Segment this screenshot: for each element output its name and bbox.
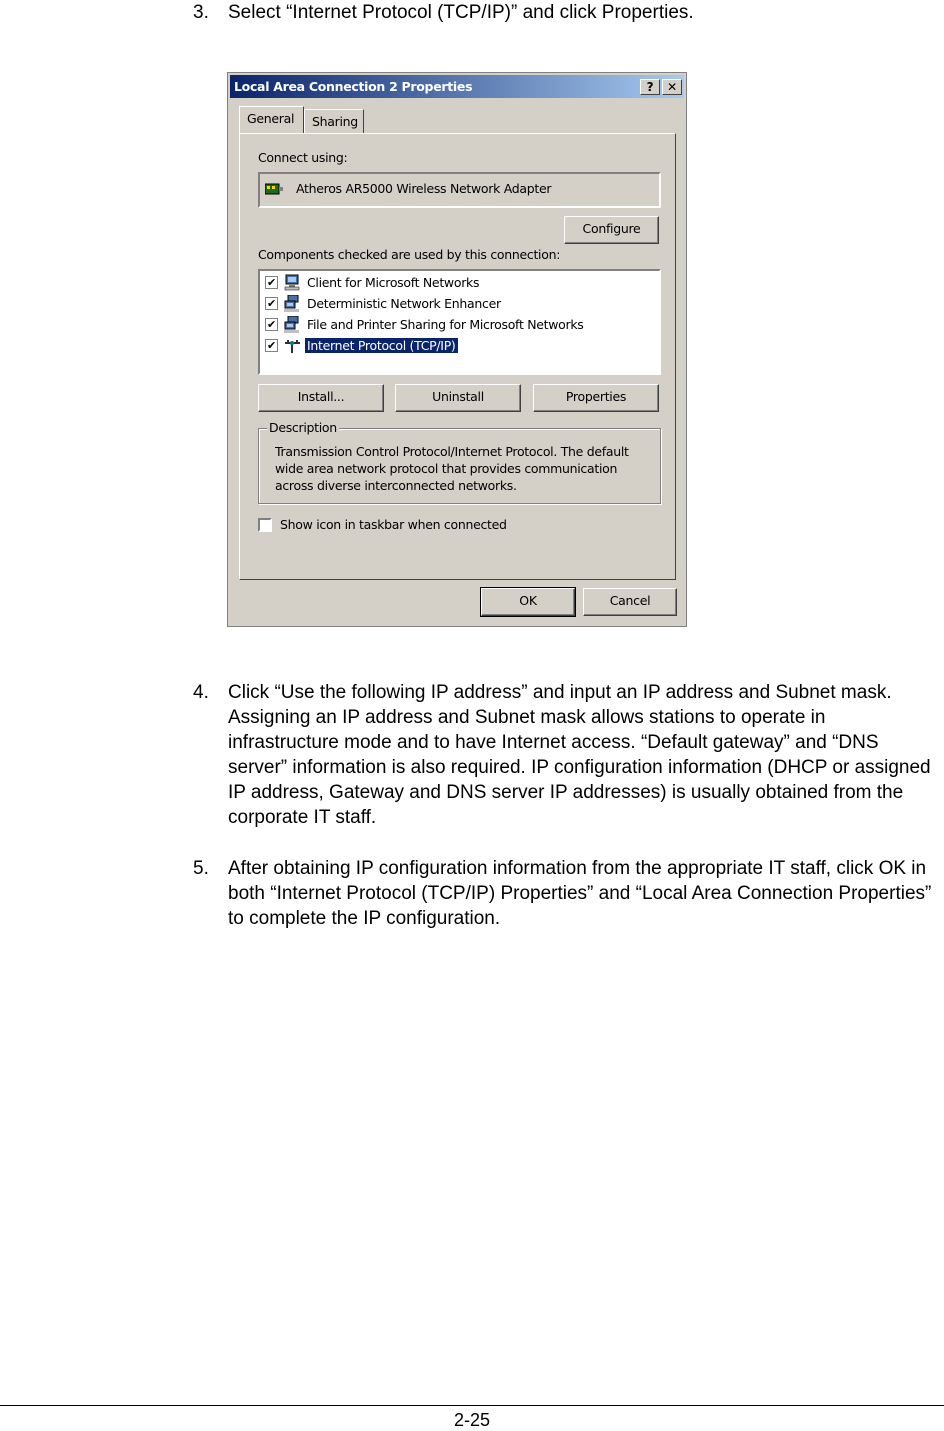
check-mark: ✔: [267, 339, 276, 352]
ok-button-label: OK: [519, 593, 537, 608]
cancel-button[interactable]: [583, 588, 677, 616]
checkbox[interactable]: [265, 276, 278, 289]
title-bar[interactable]: [230, 75, 684, 98]
step-number: 3.: [193, 2, 209, 23]
check-mark: ✔: [267, 318, 276, 331]
list-item-label: Deterministic Network Enhancer: [307, 296, 501, 311]
description-title: Description: [269, 420, 337, 435]
description-text: Transmission Control Protocol/Internet Protocol. The default wide area network protocol that provides communication across diverse interconnected networks.: [275, 444, 629, 493]
step-number: 4.: [193, 682, 209, 703]
checkbox[interactable]: [265, 318, 278, 331]
dialog-title: Local Area Connection 2 Properties: [234, 79, 473, 94]
step-text: After obtaining IP configuration information from the appropriate IT staff, click OK in both “Internet Protocol (TCP/IP) Properties” and “Local Area Connection Properties” to complete the IP configuration.: [228, 858, 932, 929]
close-button[interactable]: [662, 79, 682, 95]
install-button[interactable]: [258, 384, 384, 412]
check-mark: ✔: [267, 276, 276, 289]
uninstall-button-label: Uninstall: [432, 389, 484, 404]
network-client-icon: [284, 274, 301, 291]
components-list[interactable]: [258, 269, 661, 375]
uninstall-button[interactable]: [395, 384, 521, 412]
list-item-label: Internet Protocol (TCP/IP): [307, 338, 456, 353]
properties-dialog: [227, 72, 687, 627]
network-service-icon: [284, 295, 301, 312]
list-item[interactable]: [265, 273, 645, 293]
checkbox[interactable]: [265, 297, 278, 310]
configure-button[interactable]: [564, 216, 659, 244]
properties-button-label: Properties: [565, 389, 627, 404]
show-icon-label: Show icon in taskbar when connected: [280, 517, 507, 532]
list-item-label: File and Printer Sharing for Microsoft Networks: [307, 317, 584, 332]
list-item[interactable]: [265, 294, 645, 314]
adapter-name: Atheros AR5000 Wireless Network Adapter: [296, 181, 552, 196]
tab-label: Sharing: [312, 114, 358, 129]
check-mark: ✔: [267, 297, 276, 310]
protocol-icon: [284, 337, 301, 354]
cancel-button-label: Cancel: [609, 593, 651, 608]
page-number: 2-25: [453, 1410, 491, 1430]
list-item-selected[interactable]: [265, 336, 645, 356]
list-item-label: Client for Microsoft Networks: [307, 275, 480, 290]
properties-button[interactable]: [533, 384, 659, 412]
close-icon: ✕: [667, 80, 677, 94]
ok-button[interactable]: [481, 588, 575, 616]
configure-button-label: Configure: [582, 221, 641, 236]
adapter-field: [258, 172, 661, 208]
step-text: Select “Internet Protocol (TCP/IP)” and click Properties.: [228, 2, 694, 23]
network-adapter-icon: [265, 181, 283, 197]
tab-sharing[interactable]: [304, 109, 364, 133]
description-groupbox: [258, 420, 661, 504]
show-icon-checkbox[interactable]: [258, 518, 272, 532]
connect-using-label: Connect using:: [258, 150, 348, 165]
general-tab-panel: [239, 133, 676, 580]
step-number: 5.: [193, 858, 209, 879]
tab-general[interactable]: [239, 106, 304, 133]
help-icon: ?: [646, 80, 654, 94]
step-text: Click “Use the following IP address” and input an IP address and Subnet mask. Assigning an IP address and Subnet mask allows stations to operate in infrastructure mode and to have Internet access. “Default gateway” and “DNS server” information is also required. IP configuration information (DHCP or assigned IP address, Gateway and DNS server IP addresses) is usually obtained from the corporate IT staff.: [228, 682, 931, 828]
components-label: Components checked are used by this connection:: [258, 247, 561, 262]
checkbox[interactable]: [265, 339, 278, 352]
network-service-icon: [284, 316, 301, 333]
list-item[interactable]: [265, 315, 645, 335]
footer-divider: [0, 1405, 944, 1406]
help-button[interactable]: [640, 79, 660, 95]
install-button-label: Install...: [297, 389, 345, 404]
tab-label: General: [247, 111, 295, 126]
